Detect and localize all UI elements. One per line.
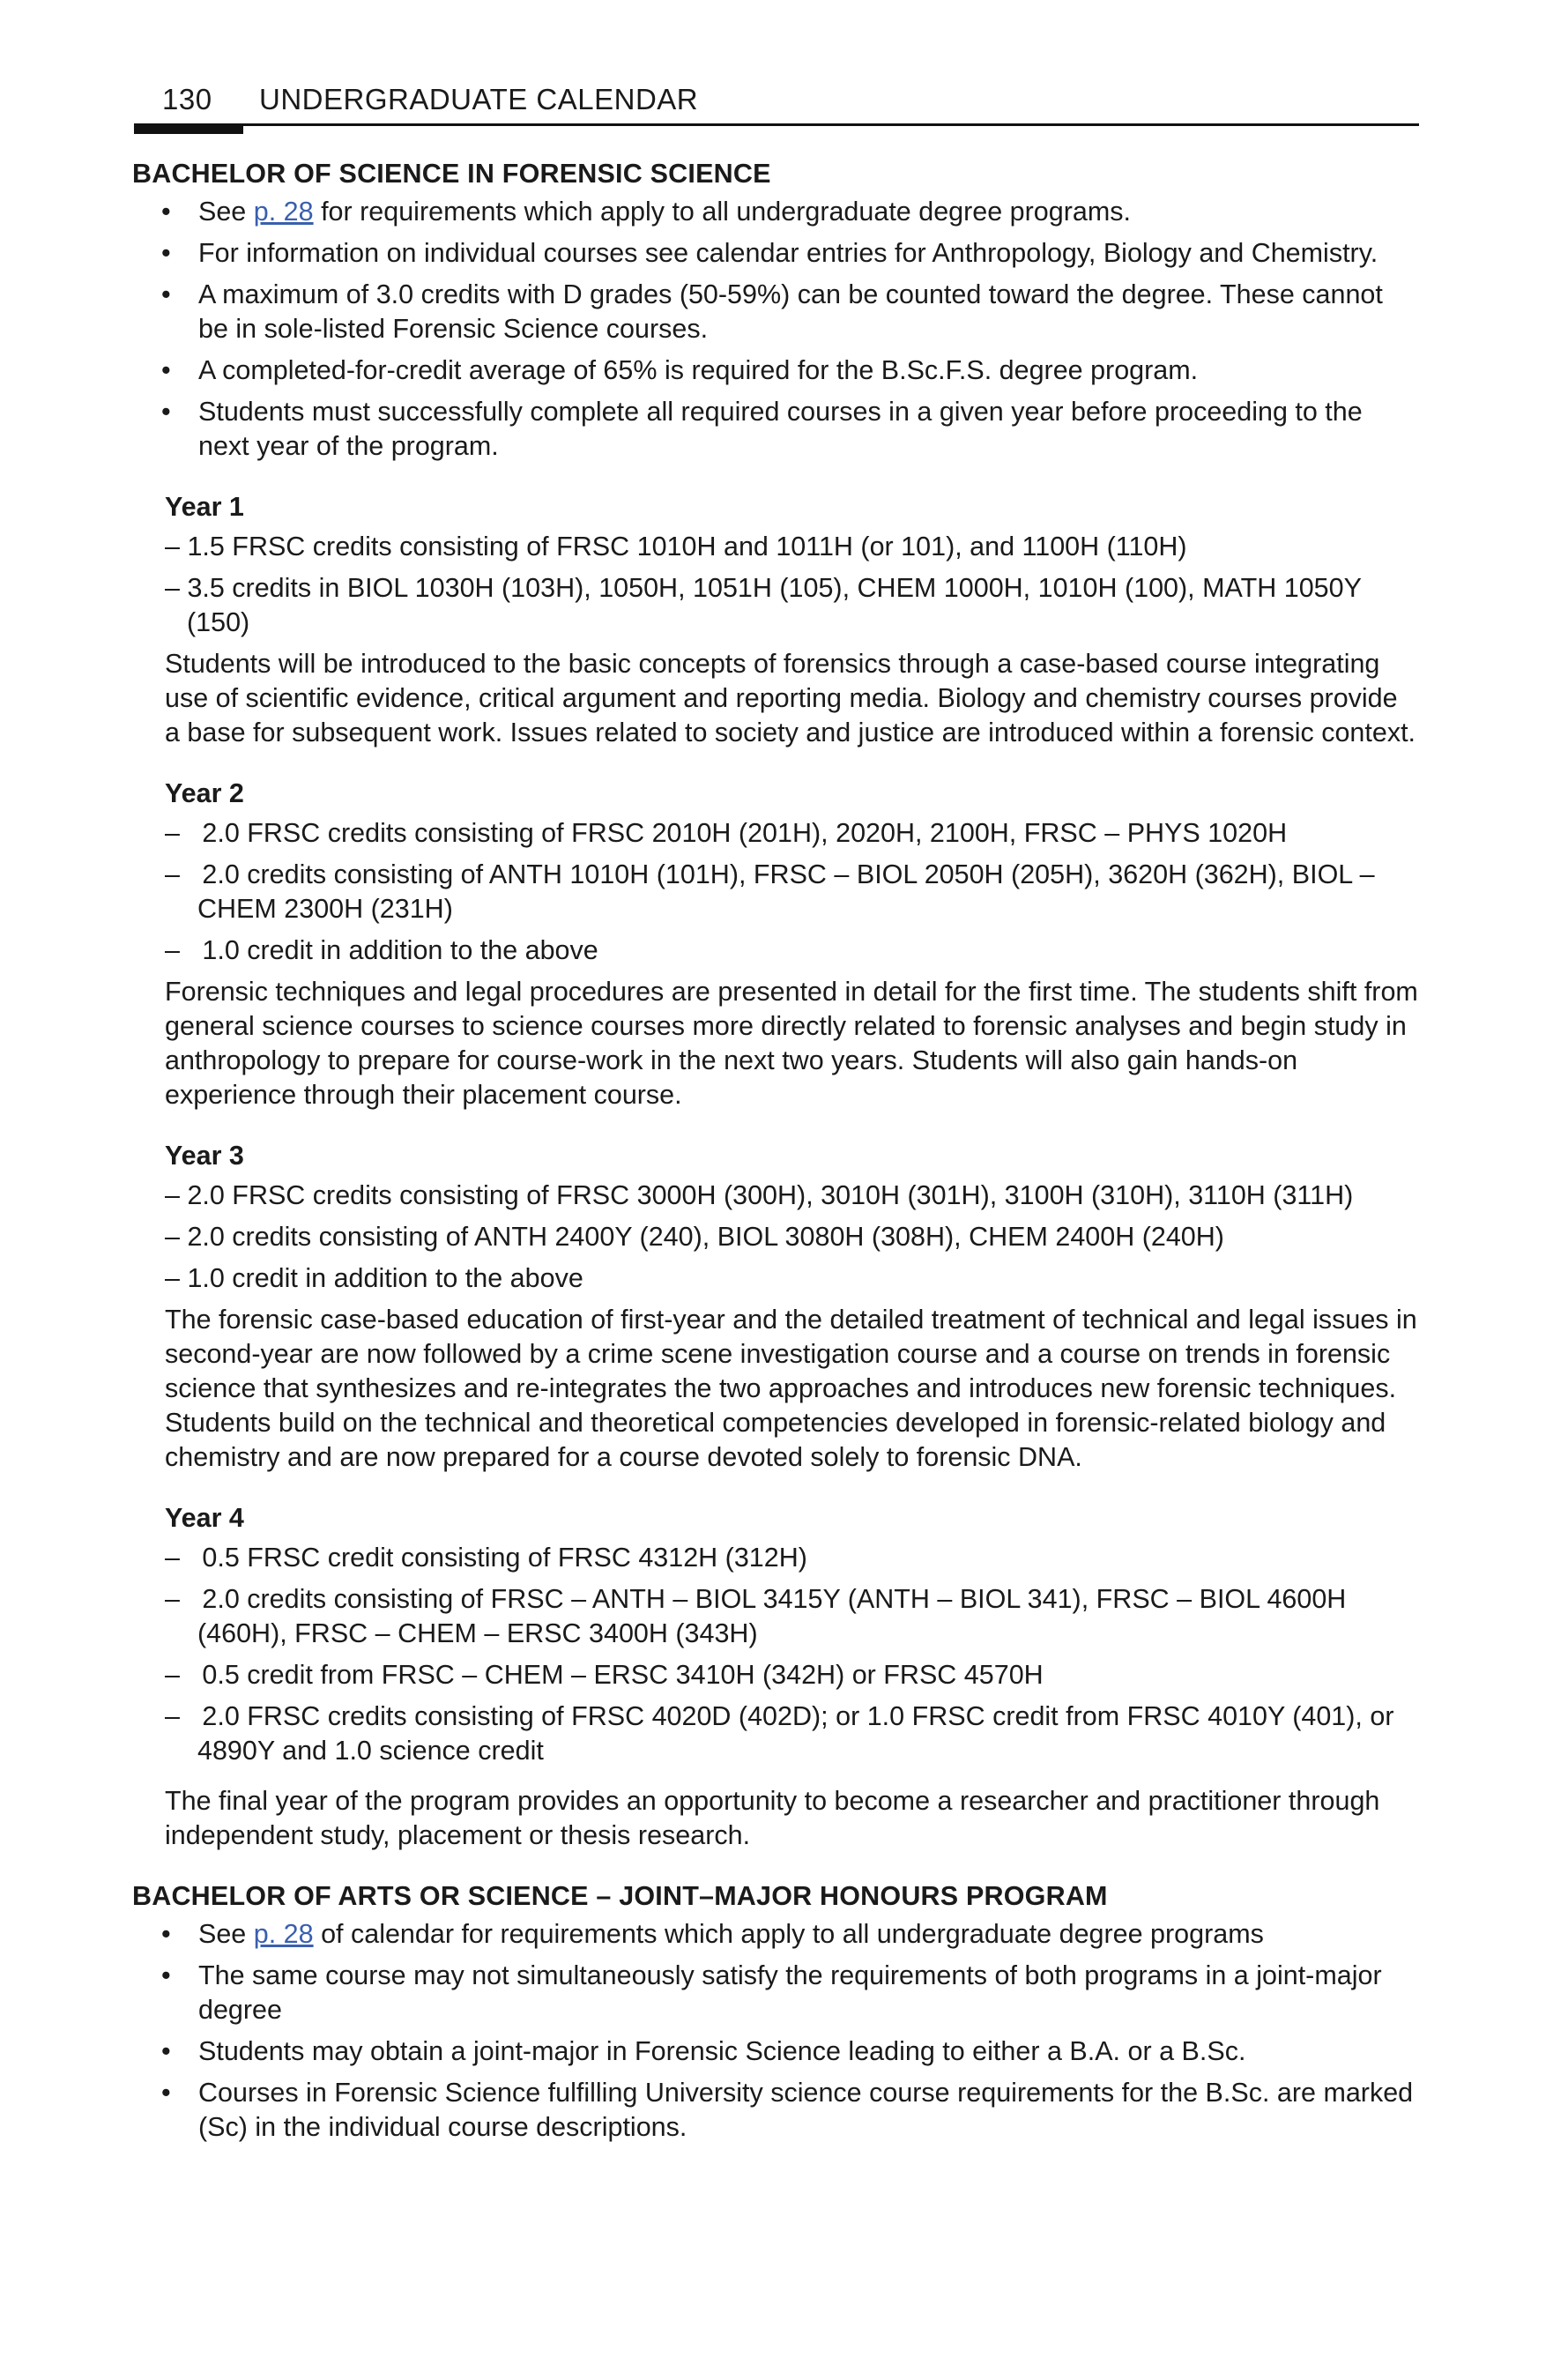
requirement-item: – 2.0 FRSC credits consisting of FRSC 3000H (300H), 3010H (301H), 3100H (310H), 3110H (311H) [165, 1179, 1419, 1213]
year-2-block [165, 777, 1419, 1112]
bullet-item: • The same course may not simultaneously satisfy the requirements of both programs in a joint-major degree [132, 1959, 1419, 2027]
requirement-item: – 1.0 credit in addition to the above [165, 933, 1419, 968]
requirement-item: – 0.5 FRSC credit consisting of FRSC 4312H (312H) [165, 1541, 1419, 1575]
requirement-item: – 2.0 FRSC credits consisting of FRSC 4020D (402D); or 1.0 FRSC credit from FRSC 4010Y (401), or 4890Y and 1.0 science credit [165, 1699, 1419, 1768]
running-header-text [134, 83, 698, 116]
bullet-item: • See p. 28 for requirements which apply to all undergraduate degree programs. [132, 195, 1419, 229]
year-3-block [165, 1139, 1419, 1475]
section-heading-joint-major: BACHELOR OF ARTS OR SCIENCE – JOINT–MAJOR HONOURS PROGRAM [132, 1881, 1108, 1911]
requirement-item: – 2.0 credits consisting of FRSC – ANTH – BIOL 3415Y (ANTH – BIOL 341), FRSC – BIOL 4600H (460H), FRSC – CHEM – ERSC 3400H (343H) [165, 1582, 1419, 1651]
page-content [132, 157, 1419, 2152]
requirement-item: – 0.5 credit from FRSC – CHEM – ERSC 3410H (342H) or FRSC 4570H [165, 1658, 1419, 1692]
year-2-requirements [165, 816, 1419, 968]
joint-major-requirements-list [132, 1917, 1419, 2145]
header-rule-block [134, 123, 243, 134]
year-3-requirements [165, 1179, 1419, 1296]
year-1-description: Students will be introduced to the basic concepts of forensics through a case-based course integrating use of scientific evidence, critical argument and reporting media. Biology and chemistry courses provide a base for subsequent work. Issues related to society and justice are introduced within a forensic context. [165, 649, 1416, 747]
page-number: 130 [162, 83, 212, 115]
year-1-block [165, 490, 1419, 750]
bullet-item: • Students may obtain a joint-major in Forensic Science leading to either a B.A. or a B.Sc. [132, 2034, 1419, 2069]
year-4-block [165, 1501, 1419, 1853]
page-28-link[interactable]: p. 28 [253, 197, 314, 227]
running-title: UNDERGRADUATE CALENDAR [259, 83, 699, 115]
bullet-item: • For information on individual courses see calendar entries for Anthropology, Biology and Chemistry. [132, 236, 1419, 271]
requirement-item: – 2.0 FRSC credits consisting of FRSC 2010H (201H), 2020H, 2100H, FRSC – PHYS 1020H [165, 816, 1419, 851]
year-1-requirements [165, 530, 1419, 640]
year-3-description: The forensic case-based education of first-year and the detailed treatment of technical and legal issues in second-year are now followed by a crime scene investigation course and a course on trends in forensic science that synthesizes and re-integrates the two approaches and introduces new forensic techniques. Students build on the technical and theoretical competencies developed in forensic-related biology and chemistry and are now prepared for a course devoted solely to forensic DNA. [165, 1305, 1417, 1472]
year-4-requirements [165, 1541, 1419, 1768]
running-header [134, 51, 1419, 134]
year-4-description: The final year of the program provides an opportunity to become a researcher and practitioner through independent study, placement or thesis research. [165, 1786, 1380, 1850]
requirement-item: – 3.5 credits in BIOL 1030H (103H), 1050H, 1051H (105), CHEM 1000H, 1010H (100), MATH 1050Y (150) [165, 571, 1419, 640]
requirement-item: – 1.0 credit in addition to the above [165, 1261, 1419, 1296]
year-1-heading: Year 1 [165, 492, 244, 522]
year-2-description: Forensic techniques and legal procedures are presented in detail for the first time. The students shift from general science courses to science courses more directly related to forensic analyses and begin study in anthropology to prepare for course-work in the next two years. Students will also gain hands-on experience through their placement course. [165, 977, 1418, 1110]
requirement-item: – 2.0 credits consisting of ANTH 1010H (101H), FRSC – BIOL 2050H (205H), 3620H (362H), BIOL – CHEM 2300H (231H) [165, 858, 1419, 926]
page-28-link[interactable]: p. 28 [253, 1919, 314, 1949]
section-heading-bsc-forensic: BACHELOR OF SCIENCE IN FORENSIC SCIENCE [132, 159, 771, 189]
bullet-item: • See p. 28 of calendar for requirements which apply to all undergraduate degree programs [132, 1917, 1419, 1952]
year-2-heading: Year 2 [165, 778, 244, 808]
year-3-heading: Year 3 [165, 1141, 244, 1171]
bsc-requirements-list [132, 195, 1419, 464]
year-4-heading: Year 4 [165, 1503, 244, 1533]
requirement-item: – 1.5 FRSC credits consisting of FRSC 1010H and 1011H (or 101), and 1100H (110H) [165, 530, 1419, 564]
bullet-item: • Students must successfully complete all required courses in a given year before proceeding to the next year of the program. [132, 395, 1419, 464]
requirement-item: – 2.0 credits consisting of ANTH 2400Y (240), BIOL 3080H (308H), CHEM 2400H (240H) [165, 1220, 1419, 1254]
bullet-item: • A completed-for-credit average of 65% is required for the B.Sc.F.S. degree program. [132, 353, 1419, 388]
header-rule [134, 123, 1419, 126]
bullet-item: • Courses in Forensic Science fulfilling University science course requirements for the B.Sc. are marked (Sc) in the individual course descriptions. [132, 2076, 1419, 2145]
bullet-item: • A maximum of 3.0 credits with D grades (50-59%) can be counted toward the degree. These cannot be in sole-listed Forensic Science courses. [132, 278, 1419, 346]
